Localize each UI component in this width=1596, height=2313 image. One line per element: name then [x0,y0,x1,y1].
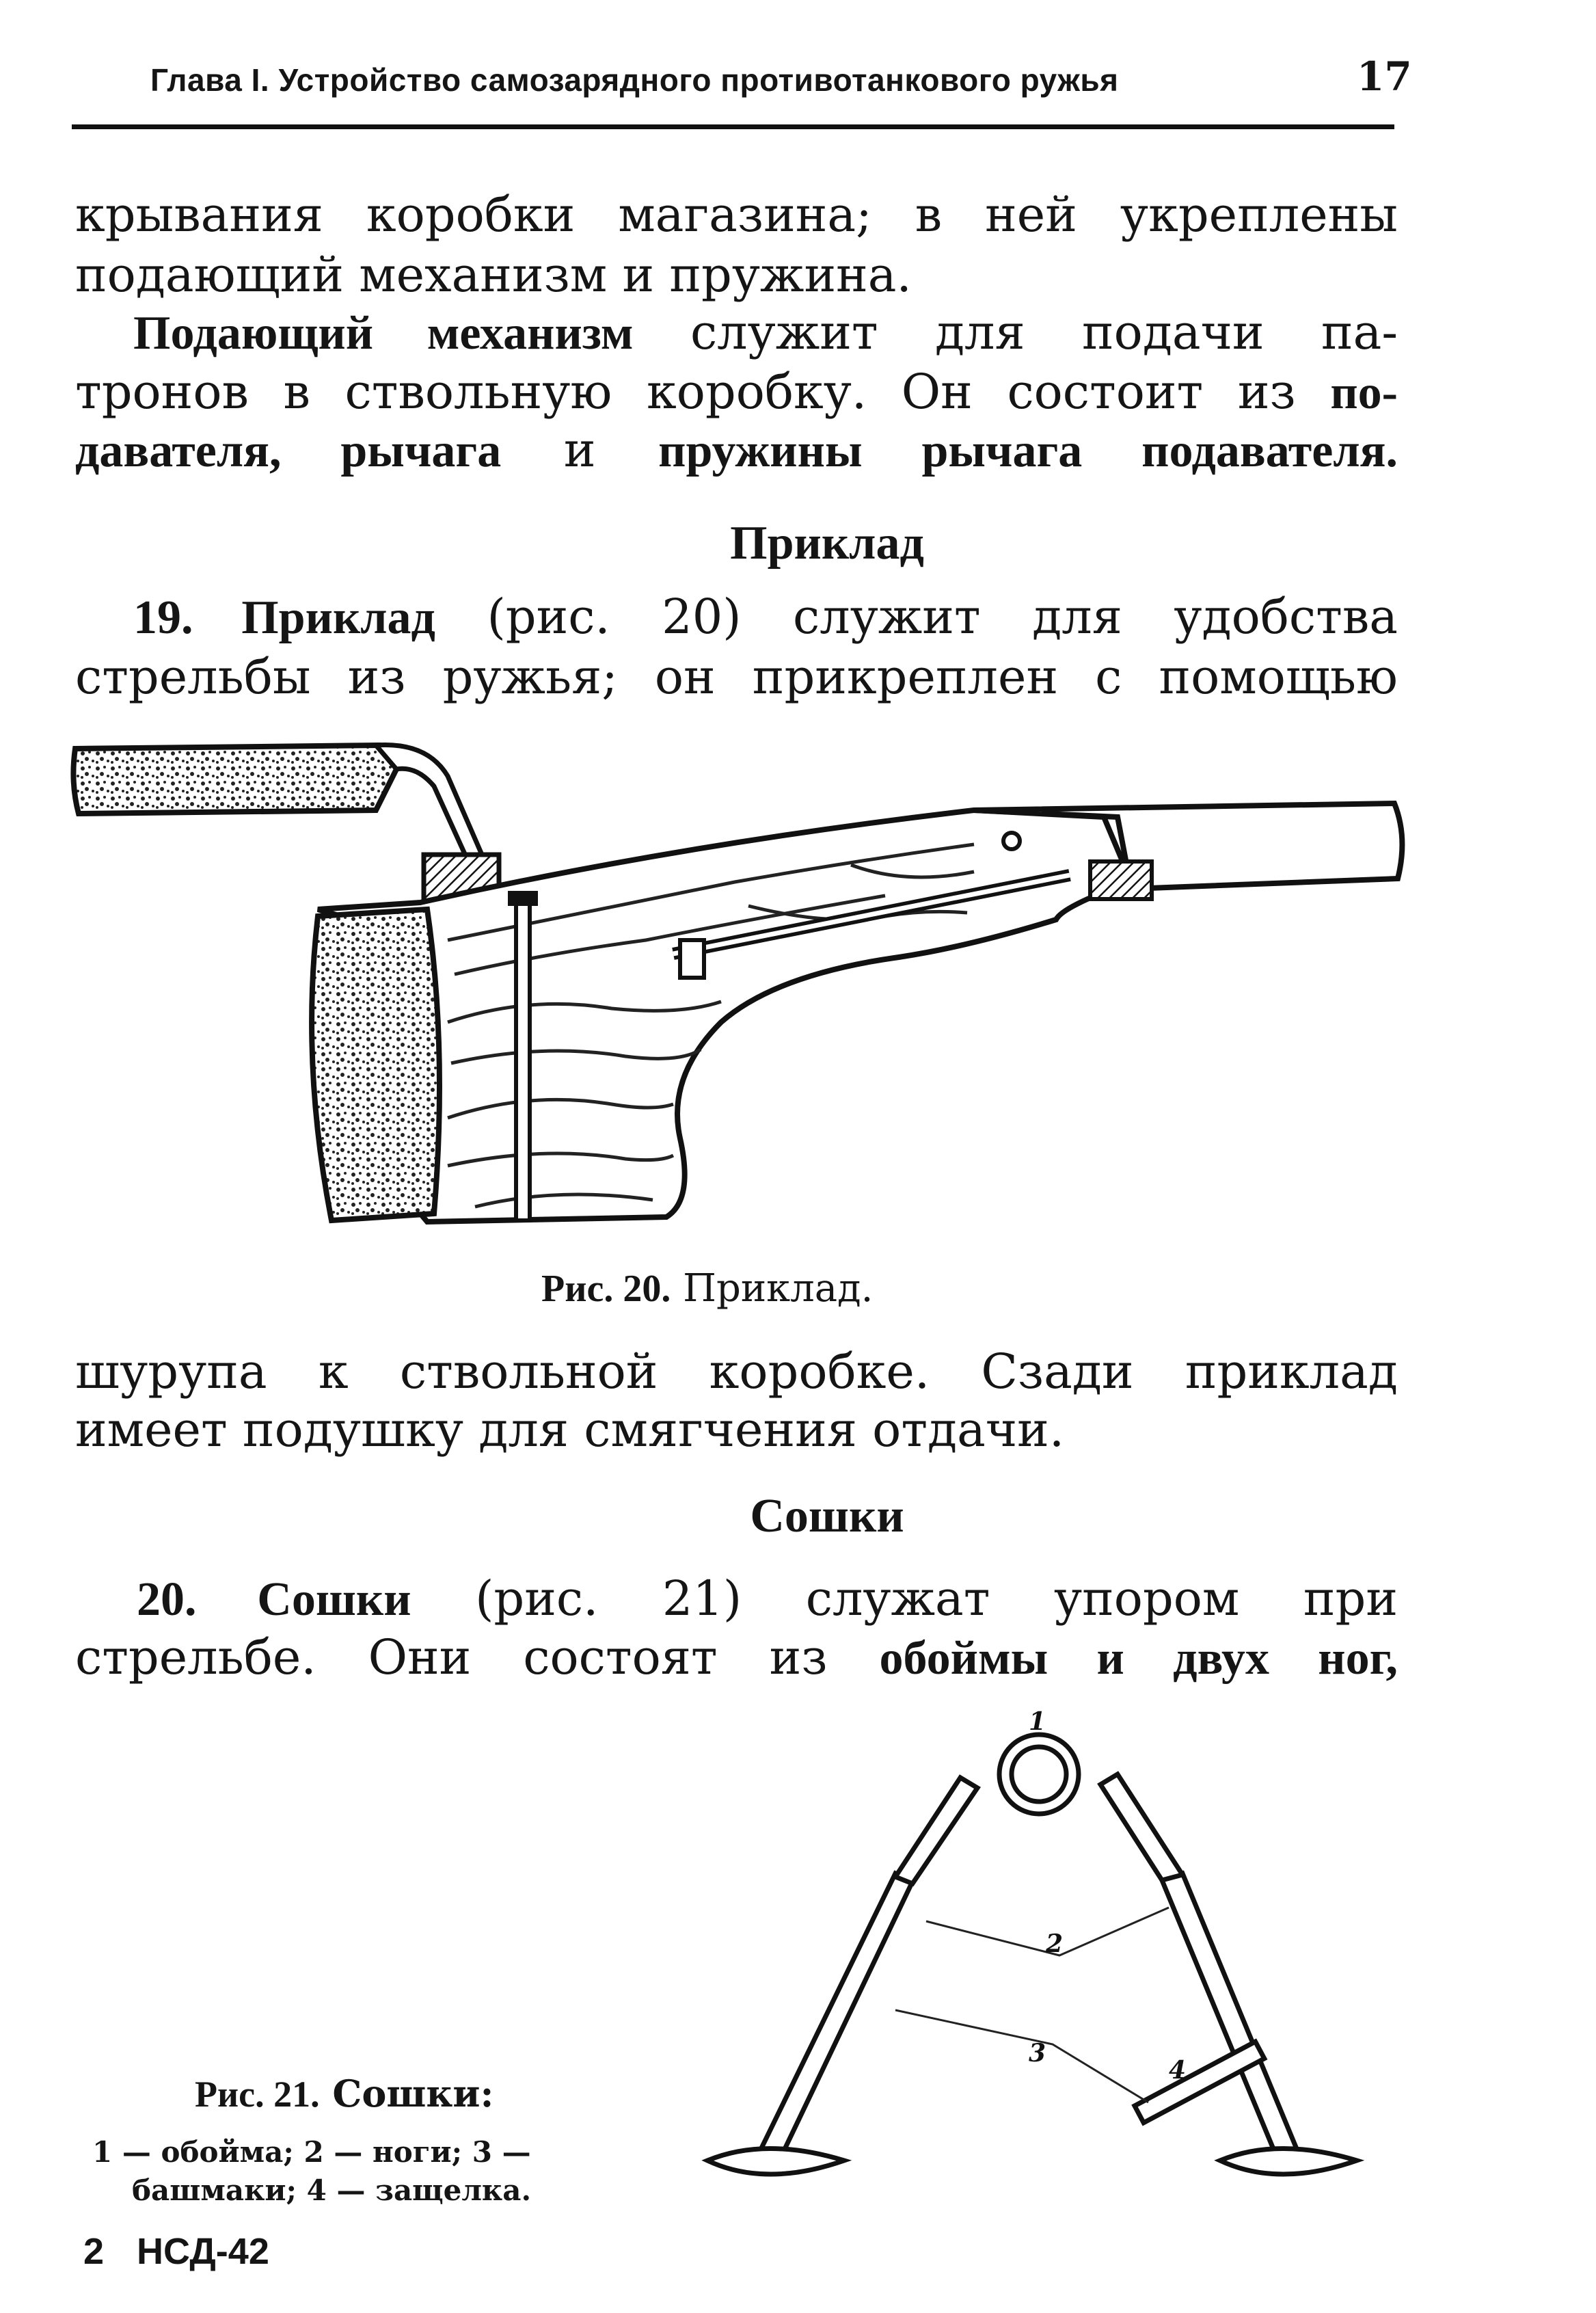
figure-21-caption [195,2072,493,2115]
section-heading-stock: Приклад [730,517,924,570]
figure-title: Сошки: [319,2072,494,2115]
stock-para-line-2: стрельбы из ружья; он прикреплен с помощью [75,649,1398,705]
term-stock: Приклад [241,591,435,644]
footer-signature [83,2230,269,2273]
figure-label: Рис. 21. [195,2074,320,2115]
running-title: Глава I. Устройство самозарядного противотанкового ружья [150,62,1119,98]
bipod-para-text: (рис. 21) служат упором при [411,1570,1398,1627]
legend-line-1: 1 — обойма; 2 — ноги; 3 — [92,2135,531,2169]
item-number: 19. [133,591,242,644]
figure-21-legend [92,2133,531,2210]
left-leg-upper [895,1778,977,1884]
paragraph-2-line-3 [75,418,1398,483]
stock-cont-line-2: имеет подушку для смягчения отдачи. [75,1402,1065,1458]
term-follower-part: по- [1330,366,1398,419]
sheet-number: 2 [83,2231,105,2272]
paragraph-2-line-1 [133,301,1398,365]
left-foot [707,2149,844,2175]
paragraph-2-text: тронов в ствольную коробку. Он состоит из [75,364,1331,420]
callout-2: 2 [1046,1929,1064,1958]
paragraph-1-line-1: крывания коробки магазина; в ней укреплены [75,187,1398,243]
left-leg [759,1873,912,2161]
right-leg-upper [1100,1774,1182,1880]
tube-hatching [1090,861,1152,899]
paragraph-2-text: и [501,422,659,478]
callout-1: 1 [1029,1707,1046,1736]
figure-20-stock-drawing [65,735,1411,1261]
callout-4: 4 [1169,2056,1187,2085]
figure-label: Рис. 20. [541,1268,671,1310]
term-lever-spring: пружины рычага подавателя. [658,425,1398,477]
cheek-pad [73,745,399,814]
term-feed-mechanism: Подающий механизм [133,307,634,360]
pad-bracket [376,745,482,861]
right-leg [1162,1873,1299,2161]
bipod-para-line-2 [75,1626,1398,1690]
figure-title: Приклад. [671,1266,874,1311]
legend-line-2: башмаки; 4 — защелка. [132,2174,532,2207]
bipod-para-text: стрельбе. Они состоят из [75,1629,880,1685]
paragraph-2-line-2 [75,360,1398,425]
stock-para-text: (рис. 20) служит для удобства [435,589,1398,645]
term-clip-and-legs: обоймы и двух ног, [879,1632,1398,1685]
recoil-pad [312,909,439,1220]
paragraph-1-line-2: подающий механизм и пружина. [75,247,912,303]
stock-cont-line-1: шурупа к ствольной коробке. Сзади приклад [75,1343,1398,1400]
right-foot [1220,2149,1357,2175]
section-heading-bipod: Сошки [750,1490,904,1542]
term-follower-lever: давателя, рычага [75,425,502,477]
callout-3: 3 [1029,2039,1046,2068]
stock-screw [516,899,530,1220]
term-bipod: Сошки [257,1573,411,1626]
header-rule [72,124,1394,129]
figure-20-caption [541,1266,873,1311]
figure-21-bipod-drawing [690,1707,1415,2195]
signature-code: НСД-42 [137,2231,269,2272]
paragraph-2-text: служит для подачи па- [633,304,1398,360]
item-number: 20. [137,1573,258,1626]
bipod-para-line-1 [137,1567,1398,1631]
page-number: 17 [1357,53,1412,100]
stock-para-line-1 [133,585,1398,650]
